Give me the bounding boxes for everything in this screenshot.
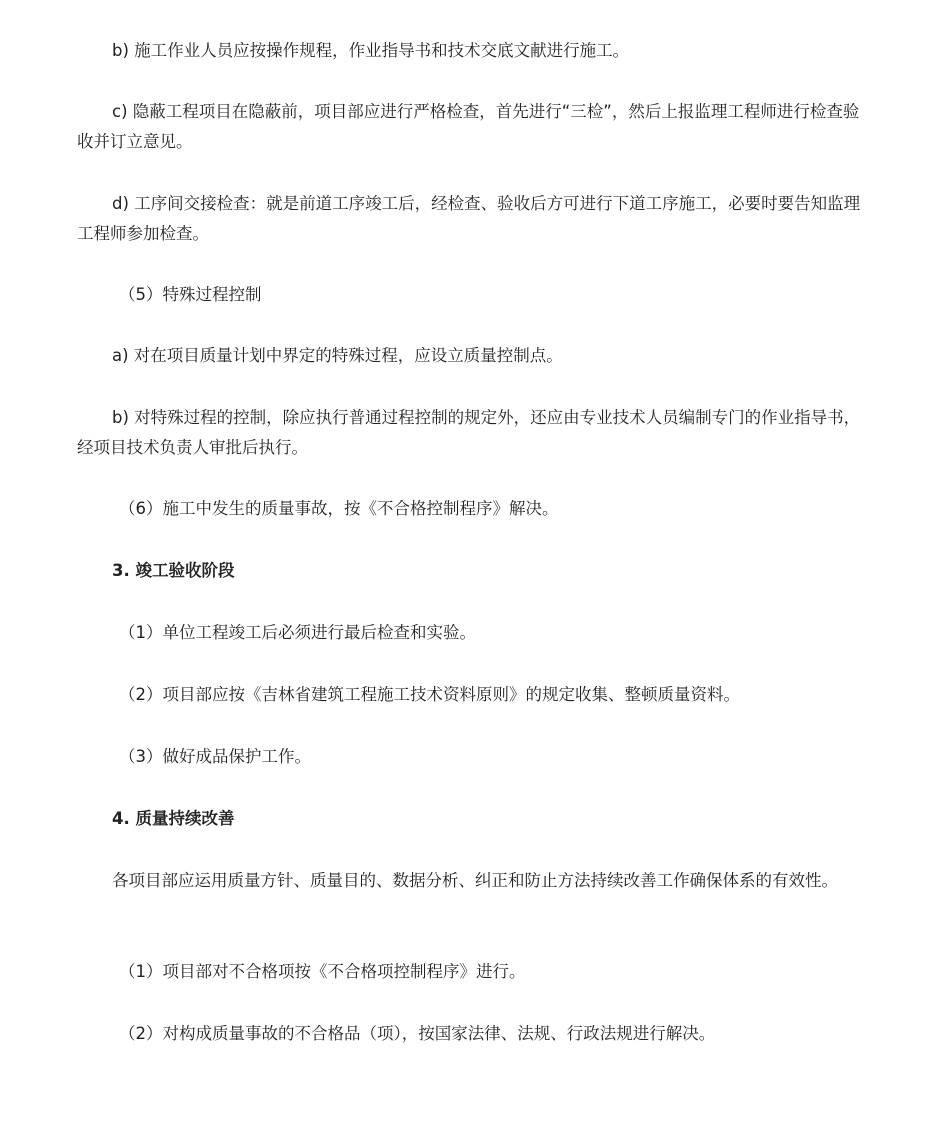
paragraph-b-construction-rules: b) 施工作业人员应按操作规程，作业指导书和技术交底文献进行施工。	[112, 41, 630, 60]
paragraph-collect-quality-data: （2）项目部应按《吉林省建筑工程施工技术资料原则》的规定收集、整顿质量资料。	[119, 685, 740, 704]
paragraph-a-quality-control-points: a) 对在项目质量计划中界定的特殊过程，应设立质量控制点。	[112, 346, 563, 365]
paragraph-quality-accident: （6）施工中发生的质量事故，按《不合格控制程序》解决。	[119, 499, 559, 518]
paragraph-nonconforming-items: （1）项目部对不合格项按《不合格项控制程序》进行。	[119, 962, 526, 981]
heading-continuous-improvement: 4. 质量持续改善	[112, 809, 235, 828]
heading-completion-acceptance: 3. 竣工验收阶段	[112, 561, 235, 580]
paragraph-improvement-methods: 各项目部应运用质量方针、质量目的、数据分析、纠正和防止方法持续改善工作确保体系的有效性。	[112, 871, 838, 890]
paragraph-c-concealed-work: c) 隐蔽工程项目在隐蔽前，项目部应进行严格检查，首先进行“三检”，然后上报监理工程师进行检查验收并订立意见。	[77, 102, 860, 151]
paragraph-d-process-handover: d) 工序间交接检查：就是前道工序竣工后，经检查、验收后方可进行下道工序施工，必要时要告知监理工程师参加检查。	[77, 194, 861, 243]
paragraph-product-protection: （3）做好成品保护工作。	[119, 747, 311, 766]
paragraph-b-special-process: b) 对特殊过程的控制，除应执行普通过程控制的规定外，还应由专业技术人员编制专门的作业指导书，经项目技术负责人审批后执行。	[77, 408, 861, 457]
paragraph-quality-accident-handling: （2）对构成质量事故的不合格品（项），按国家法律、法规、行政法规进行解决。	[119, 1024, 716, 1043]
paragraph-special-process-control: （5）特殊过程控制	[119, 285, 262, 304]
paragraph-final-inspection: （1）单位工程竣工后必须进行最后检查和实验。	[119, 623, 476, 642]
